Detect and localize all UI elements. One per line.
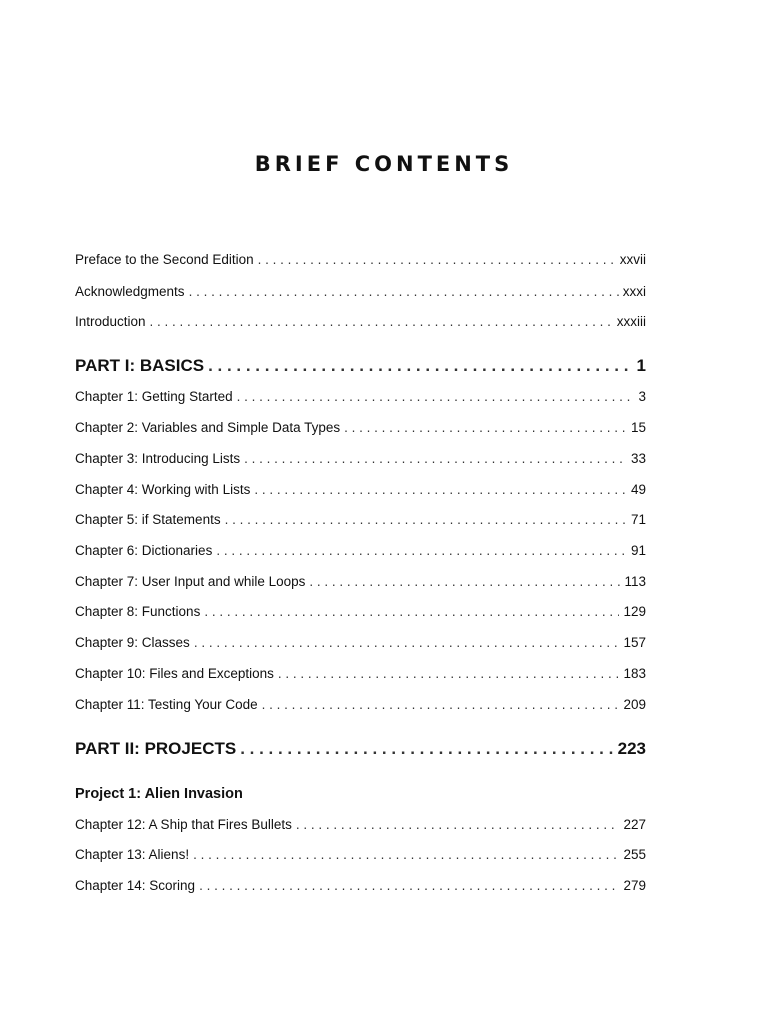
page-title: BRIEF CONTENTS <box>254 152 514 176</box>
dot-leader <box>237 387 635 407</box>
toc-entry-label: Chapter 1: Getting Started <box>75 389 233 404</box>
toc-entry-chapter-4[interactable] <box>75 480 646 500</box>
toc-entry-chapter-5[interactable] <box>75 510 646 530</box>
dot-leader <box>216 541 627 561</box>
toc-entry-introduction[interactable] <box>75 312 646 332</box>
toc-entry-chapter-6[interactable] <box>75 541 646 561</box>
toc-entry-page: xxxiii <box>616 314 646 329</box>
toc-entry-chapter-3[interactable] <box>75 449 646 469</box>
dot-leader <box>244 449 627 469</box>
toc-part-label: PART II: PROJECTS <box>75 739 237 758</box>
toc-entry-label: Preface to the Second Edition <box>75 252 254 267</box>
dot-leader <box>309 572 620 592</box>
dot-leader <box>225 510 627 530</box>
dot-leader <box>208 354 632 378</box>
toc-entry-label: Acknowledgments <box>75 284 185 299</box>
toc-entry-acknowledgments[interactable] <box>75 282 646 302</box>
toc-part-page: 1 <box>636 356 646 375</box>
toc-entry-page: 255 <box>623 847 646 862</box>
toc-entry-chapter-11[interactable] <box>75 695 646 715</box>
toc-entry-label: Chapter 5: if Statements <box>75 512 221 527</box>
dot-leader <box>199 876 619 896</box>
toc-entry-chapter-1[interactable] <box>75 387 646 407</box>
toc-entry-page: 157 <box>623 635 646 650</box>
dot-leader <box>278 664 620 684</box>
toc-entry-label: Chapter 6: Dictionaries <box>75 543 213 558</box>
dot-leader <box>344 418 627 438</box>
toc-entry-page: xxxi <box>622 284 646 299</box>
toc-entry-label: Chapter 2: Variables and Simple Data Types <box>75 420 341 435</box>
toc-entry-page: 183 <box>623 666 646 681</box>
toc-entry-label: Chapter 8: Functions <box>75 604 201 619</box>
toc-part-projects[interactable] <box>75 737 646 761</box>
dot-leader <box>150 312 613 332</box>
dot-leader <box>204 602 619 622</box>
toc-entry-preface[interactable] <box>75 250 646 270</box>
toc-entry-chapter-13[interactable] <box>75 845 646 865</box>
dot-leader <box>262 695 620 715</box>
toc-entry-label: Introduction <box>75 314 146 329</box>
dot-leader <box>189 282 619 302</box>
toc-entry-label: Chapter 11: Testing Your Code <box>75 697 258 712</box>
toc-part-page: 223 <box>617 739 646 758</box>
toc-entry-page: 3 <box>638 389 646 404</box>
toc-entry-page: 113 <box>624 574 646 589</box>
toc-entry-chapter-2[interactable] <box>75 418 646 438</box>
toc-entry-page: 71 <box>630 512 646 527</box>
toc-entry-page: 279 <box>623 878 646 893</box>
dot-leader <box>258 250 616 270</box>
toc-entry-page: 209 <box>623 697 646 712</box>
toc-part-basics[interactable] <box>75 354 646 378</box>
toc-entry-chapter-7[interactable] <box>75 572 646 592</box>
toc-entry-page: 15 <box>630 420 646 435</box>
toc-entry-page: 91 <box>630 543 646 558</box>
toc-entry-label: Chapter 3: Introducing Lists <box>75 451 241 466</box>
dot-leader <box>296 815 620 835</box>
toc-project-heading[interactable] <box>75 784 646 804</box>
toc-entry-label: Chapter 4: Working with Lists <box>75 482 251 497</box>
toc-entry-label: Chapter 12: A Ship that Fires Bullets <box>75 817 292 832</box>
dot-leader <box>193 845 619 865</box>
toc-entry-label: Chapter 9: Classes <box>75 635 190 650</box>
dot-leader <box>240 737 613 761</box>
toc-entry-chapter-14[interactable] <box>75 876 646 896</box>
toc-entry-chapter-9[interactable] <box>75 633 646 653</box>
dot-leader <box>254 480 627 500</box>
toc-entry-chapter-8[interactable] <box>75 602 646 622</box>
toc-entry-chapter-12[interactable] <box>75 815 646 835</box>
toc-entry-label: Chapter 10: Files and Exceptions <box>75 666 274 681</box>
toc-entry-chapter-10[interactable] <box>75 664 646 684</box>
toc-part-label: PART I: BASICS <box>75 356 205 375</box>
dot-leader <box>194 633 620 653</box>
toc-entry-page: 33 <box>630 451 646 466</box>
toc-entry-page: 49 <box>630 482 646 497</box>
toc-project-label: Project 1: Alien Invasion <box>75 786 243 802</box>
toc-entry-label: Chapter 14: Scoring <box>75 878 196 893</box>
toc-entry-page: 227 <box>623 817 646 832</box>
toc-entry-label: Chapter 7: User Input and while Loops <box>75 574 306 589</box>
toc-entry-page: xxvii <box>619 252 646 267</box>
toc-entry-label: Chapter 13: Aliens! <box>75 847 190 862</box>
toc-entry-page: 129 <box>623 604 646 619</box>
